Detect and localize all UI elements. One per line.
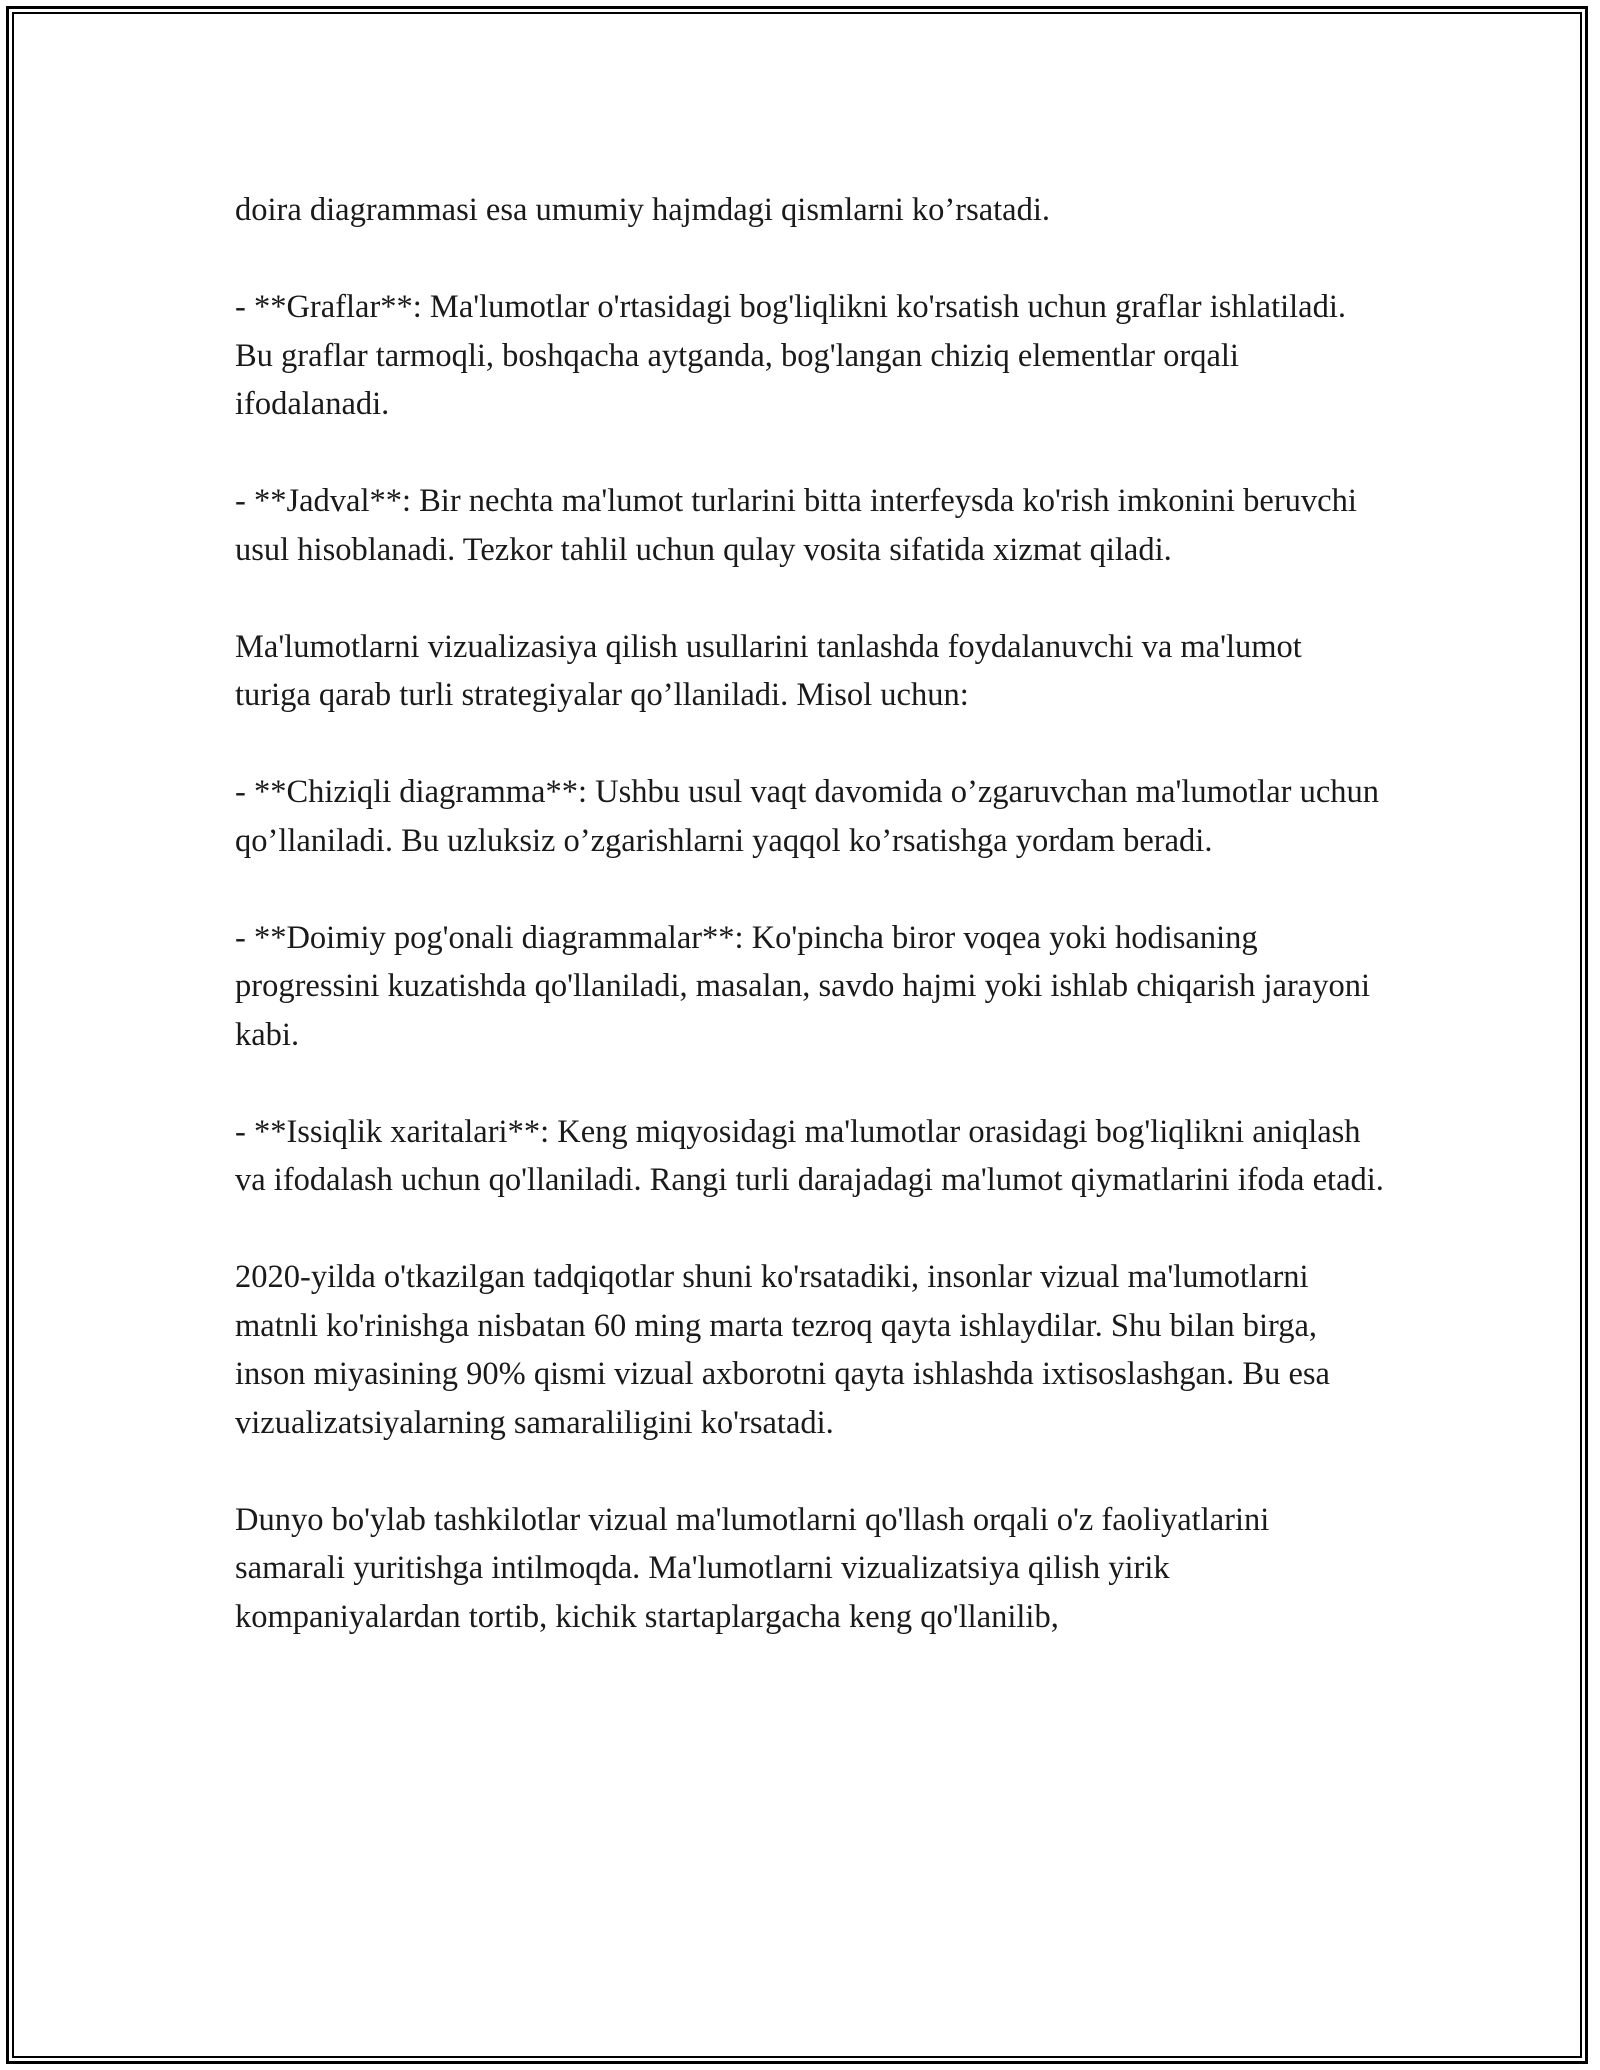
document-body	[235, 186, 1385, 1641]
paragraph: Ma'lumotlarni vizualizasiya qilish usullarini tanlashda foydalanuvchi va ma'lumot turiga qarab turli strategiyalar qo’llaniladi. Misol uchun:	[235, 628, 1302, 713]
paragraph: - **Doimiy pog'onali diagrammalar**: Ko'pincha biror voqea yoki hodisaning progressini kuzatishda qo'llaniladi, masalan, savdo hajmi yoki ishlab chiqarish jarayoni kabi.	[235, 919, 1370, 1053]
paragraph: - **Chiziqli diagramma**: Ushbu usul vaqt davomida o’zgaruvchan ma'lumotlar uchun qo’llaniladi. Bu uzluksiz o’zgarishlarni yaqqol ko’rsatishga yordam beradi.	[235, 774, 1379, 859]
paragraph: doira diagrammasi esa umumiy hajmdagi qismlarni ko’rsatadi.	[235, 192, 1051, 228]
paragraph: - **Jadval**: Bir nechta ma'lumot turlarini bitta interfeysda ko'rish imkonini beruvchi usul hisoblanadi. Tezkor tahlil uchun qulay vosita sifatida xizmat qiladi.	[235, 483, 1357, 568]
paragraph: - **Graflar**: Ma'lumotlar o'rtasidagi bog'liqlikni ko'rsatish uchun graflar ishlatiladi. Bu graflar tarmoqli, boshqacha aytganda, bog'langan chiziq elementlar orqali ifodalanadi.	[235, 289, 1347, 422]
paragraph: 2020-yilda o'tkazilgan tadqiqotlar shuni ko'rsatadiki, insonlar vizual ma'lumotlarni matnli ko'rinishga nisbatan 60 ming marta tezroq qayta ishlaydilar. Shu bilan birga, inson miyasining 90% qismi vizual axborotni qayta ishlashda ixtisoslashgan. Bu esa vizualizatsiyalarning samaraliligini ko'rsatadi.	[235, 1259, 1330, 1441]
paragraph: - **Issiqlik xaritalari**: Keng miqyosidagi ma'lumotlar orasidagi bog'liqlikni aniqlash va ifodalash uchun qo'llaniladi. Rangi turli darajadagi ma'lumot qiymatlarini ifoda etadi.	[235, 1113, 1384, 1198]
paragraph: Dunyo bo'ylab tashkilotlar vizual ma'lumotlarni qo'llash orqali o'z faoliyatlarini samarali yuritishga intilmoqda. Ma'lumotlarni vizualizatsiya qilish yirik kompaniyalardan tortib, kichik startaplargacha keng qo'llanilib,	[235, 1501, 1270, 1635]
